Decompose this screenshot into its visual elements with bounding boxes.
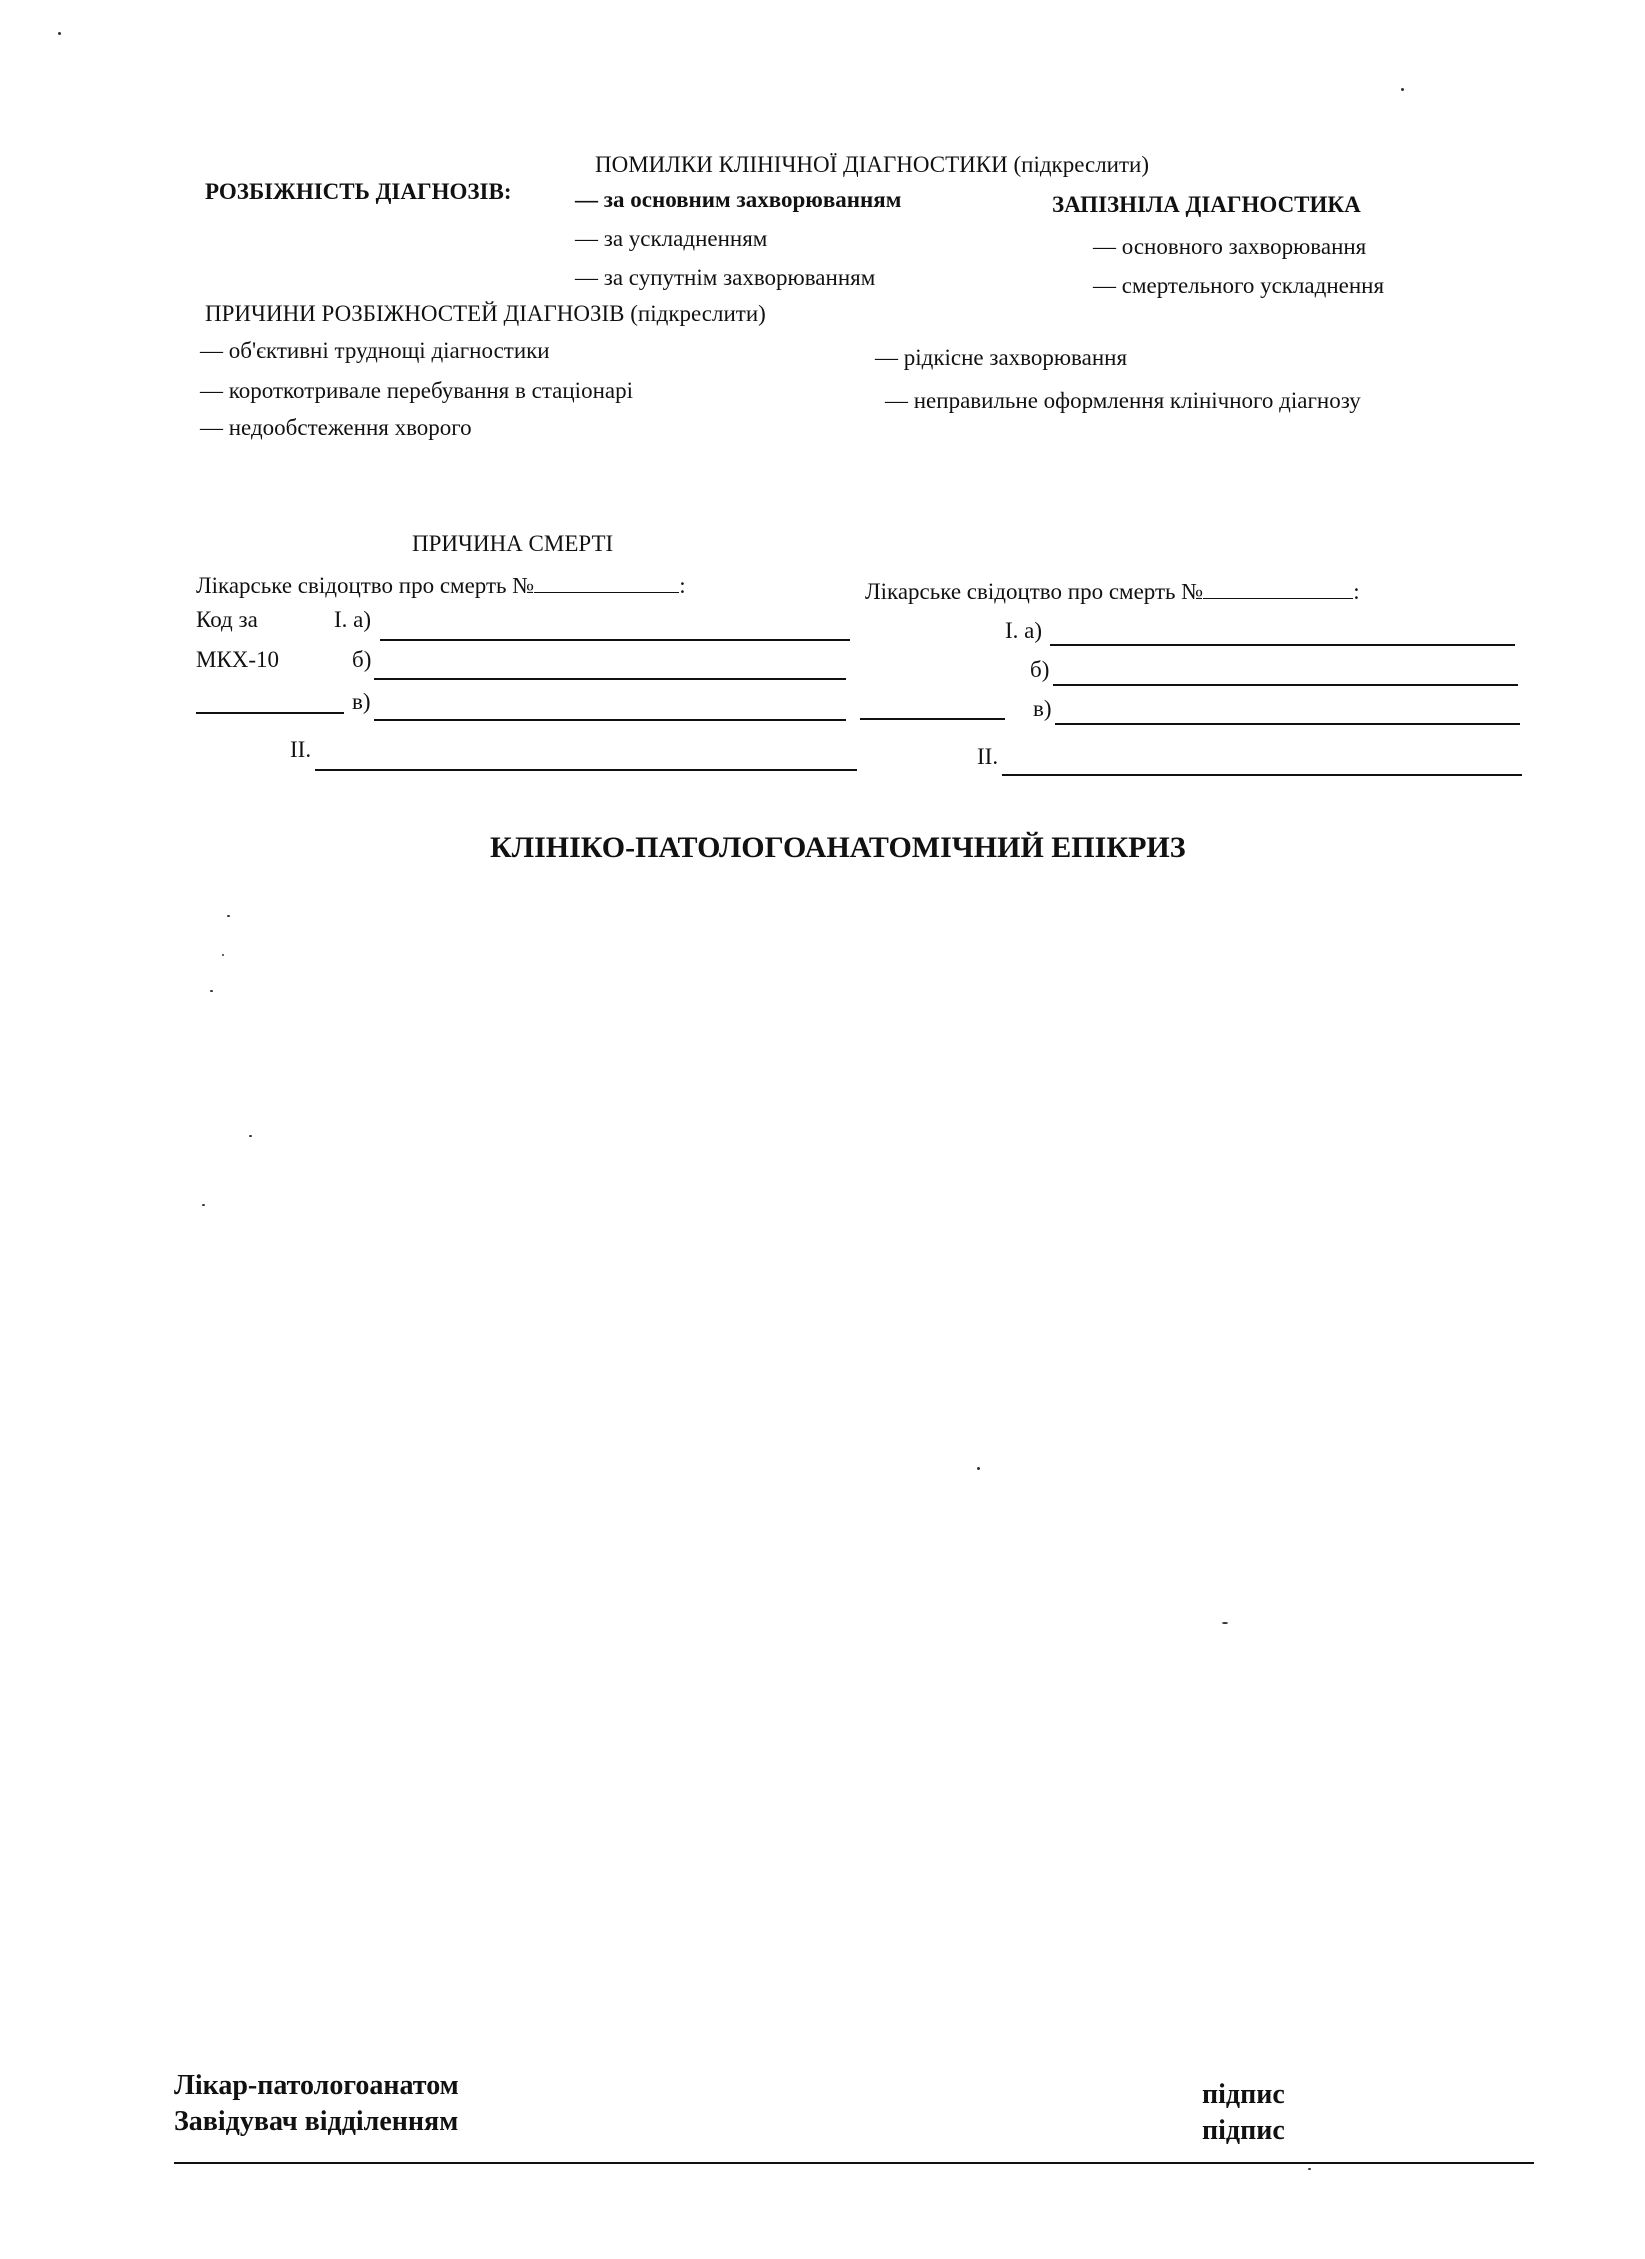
late-diagnosis-label: ЗАПІЗНІЛА ДІАГНОСТИКА bbox=[1052, 192, 1361, 217]
head-signature[interactable]: підпис bbox=[1202, 2115, 1285, 2146]
row-c-field-right[interactable] bbox=[1055, 723, 1520, 725]
certificate-label: Лікарське свідоцтво про смерть № bbox=[865, 579, 1204, 604]
certificate-number-field-right[interactable] bbox=[1203, 578, 1353, 599]
row-a-label-right: I. а) bbox=[1005, 618, 1043, 643]
certificate-label: Лікарське свідоцтво про смерть № bbox=[196, 573, 535, 598]
row-c-label-right: в) bbox=[1033, 696, 1052, 721]
icd-code-field-left[interactable] bbox=[196, 712, 344, 714]
scan-speck bbox=[222, 954, 224, 956]
scan-speck bbox=[977, 1467, 980, 1470]
head-of-department-label: Завідувач відділенням bbox=[174, 2106, 459, 2137]
row-b-label-right: б) bbox=[1030, 657, 1050, 682]
epicrisis-title: КЛІНІКО-ПАТОЛОГОАНАТОМІЧНИЙ ЕПІКРИЗ bbox=[490, 831, 1186, 864]
certificate-right bbox=[865, 578, 1360, 603]
cause-objective[interactable]: — об'єктивні труднощі діагностики bbox=[200, 338, 550, 363]
row-c-field-left[interactable] bbox=[374, 719, 846, 721]
row-p-field-left[interactable] bbox=[315, 769, 857, 771]
row-a-label-left: I. а) bbox=[334, 607, 372, 632]
late-item-main[interactable]: — основного захворювання bbox=[1093, 234, 1367, 259]
cause-undertested[interactable]: — недообстеження хворого bbox=[200, 415, 472, 440]
row-c-label-left: в) bbox=[352, 689, 371, 714]
row-p-label-left: II. bbox=[290, 737, 312, 762]
scan-speck bbox=[249, 1135, 252, 1137]
scan-speck bbox=[1308, 2168, 1311, 2170]
scan-speck bbox=[1401, 88, 1404, 91]
pathologist-signature[interactable]: підпис bbox=[1202, 2079, 1285, 2110]
discrepancy-label: РОЗБІЖНІСТЬ ДІАГНОЗІВ: bbox=[205, 179, 512, 204]
scan-speck bbox=[1222, 1622, 1228, 1624]
death-header: ПРИЧИНА СМЕРТІ bbox=[412, 531, 614, 556]
icd-code-field-right[interactable] bbox=[860, 718, 1005, 720]
epicrisis-text-area[interactable] bbox=[175, 890, 1515, 2040]
discrepancy-item-concomitant[interactable]: — за супутнім захворюванням bbox=[575, 265, 876, 290]
cause-short-stay[interactable]: — короткотривале перебування в стаціонарі bbox=[200, 378, 633, 403]
row-a-field-left[interactable] bbox=[380, 639, 850, 641]
certificate-left bbox=[196, 572, 686, 597]
row-b-label-left: б) bbox=[352, 647, 372, 672]
colon: : bbox=[1353, 579, 1360, 604]
certificate-number-field-left[interactable] bbox=[534, 572, 679, 593]
row-p-label-right: II. bbox=[977, 744, 999, 769]
scan-speck bbox=[202, 1204, 205, 1206]
cause-rare[interactable]: — рідкісне захворювання bbox=[875, 345, 1128, 370]
scan-speck bbox=[58, 32, 61, 35]
row-a-field-right[interactable] bbox=[1050, 644, 1515, 646]
discrepancy-item-main[interactable]: — за основним захворюванням bbox=[575, 187, 902, 212]
row-b-field-right[interactable] bbox=[1053, 684, 1518, 686]
icd-label: МКХ-10 bbox=[196, 647, 280, 672]
discrepancy-item-complication[interactable]: — за ускладненням bbox=[575, 226, 768, 251]
row-p-field-right[interactable] bbox=[1002, 774, 1522, 776]
late-item-fatal[interactable]: — смертельного ускладнення bbox=[1093, 273, 1385, 298]
causes-header: ПРИЧИНИ РОЗБІЖНОСТЕЙ ДІАГНОЗІВ (підкреслити) bbox=[205, 301, 766, 326]
colon: : bbox=[679, 573, 686, 598]
bottom-rule bbox=[174, 2162, 1534, 2164]
code-label: Код за bbox=[196, 607, 258, 632]
pathologist-label: Лікар-патологоанатом bbox=[174, 2070, 459, 2101]
errors-header: ПОМИЛКИ КЛІНІЧНОЇ ДІАГНОСТИКИ (підкреслити) bbox=[595, 152, 1150, 177]
cause-wrong-format[interactable]: — неправильне оформлення клінічного діагнозу bbox=[885, 388, 1361, 413]
row-b-field-left[interactable] bbox=[374, 678, 846, 680]
scan-speck bbox=[227, 915, 230, 917]
scan-speck bbox=[210, 990, 213, 992]
